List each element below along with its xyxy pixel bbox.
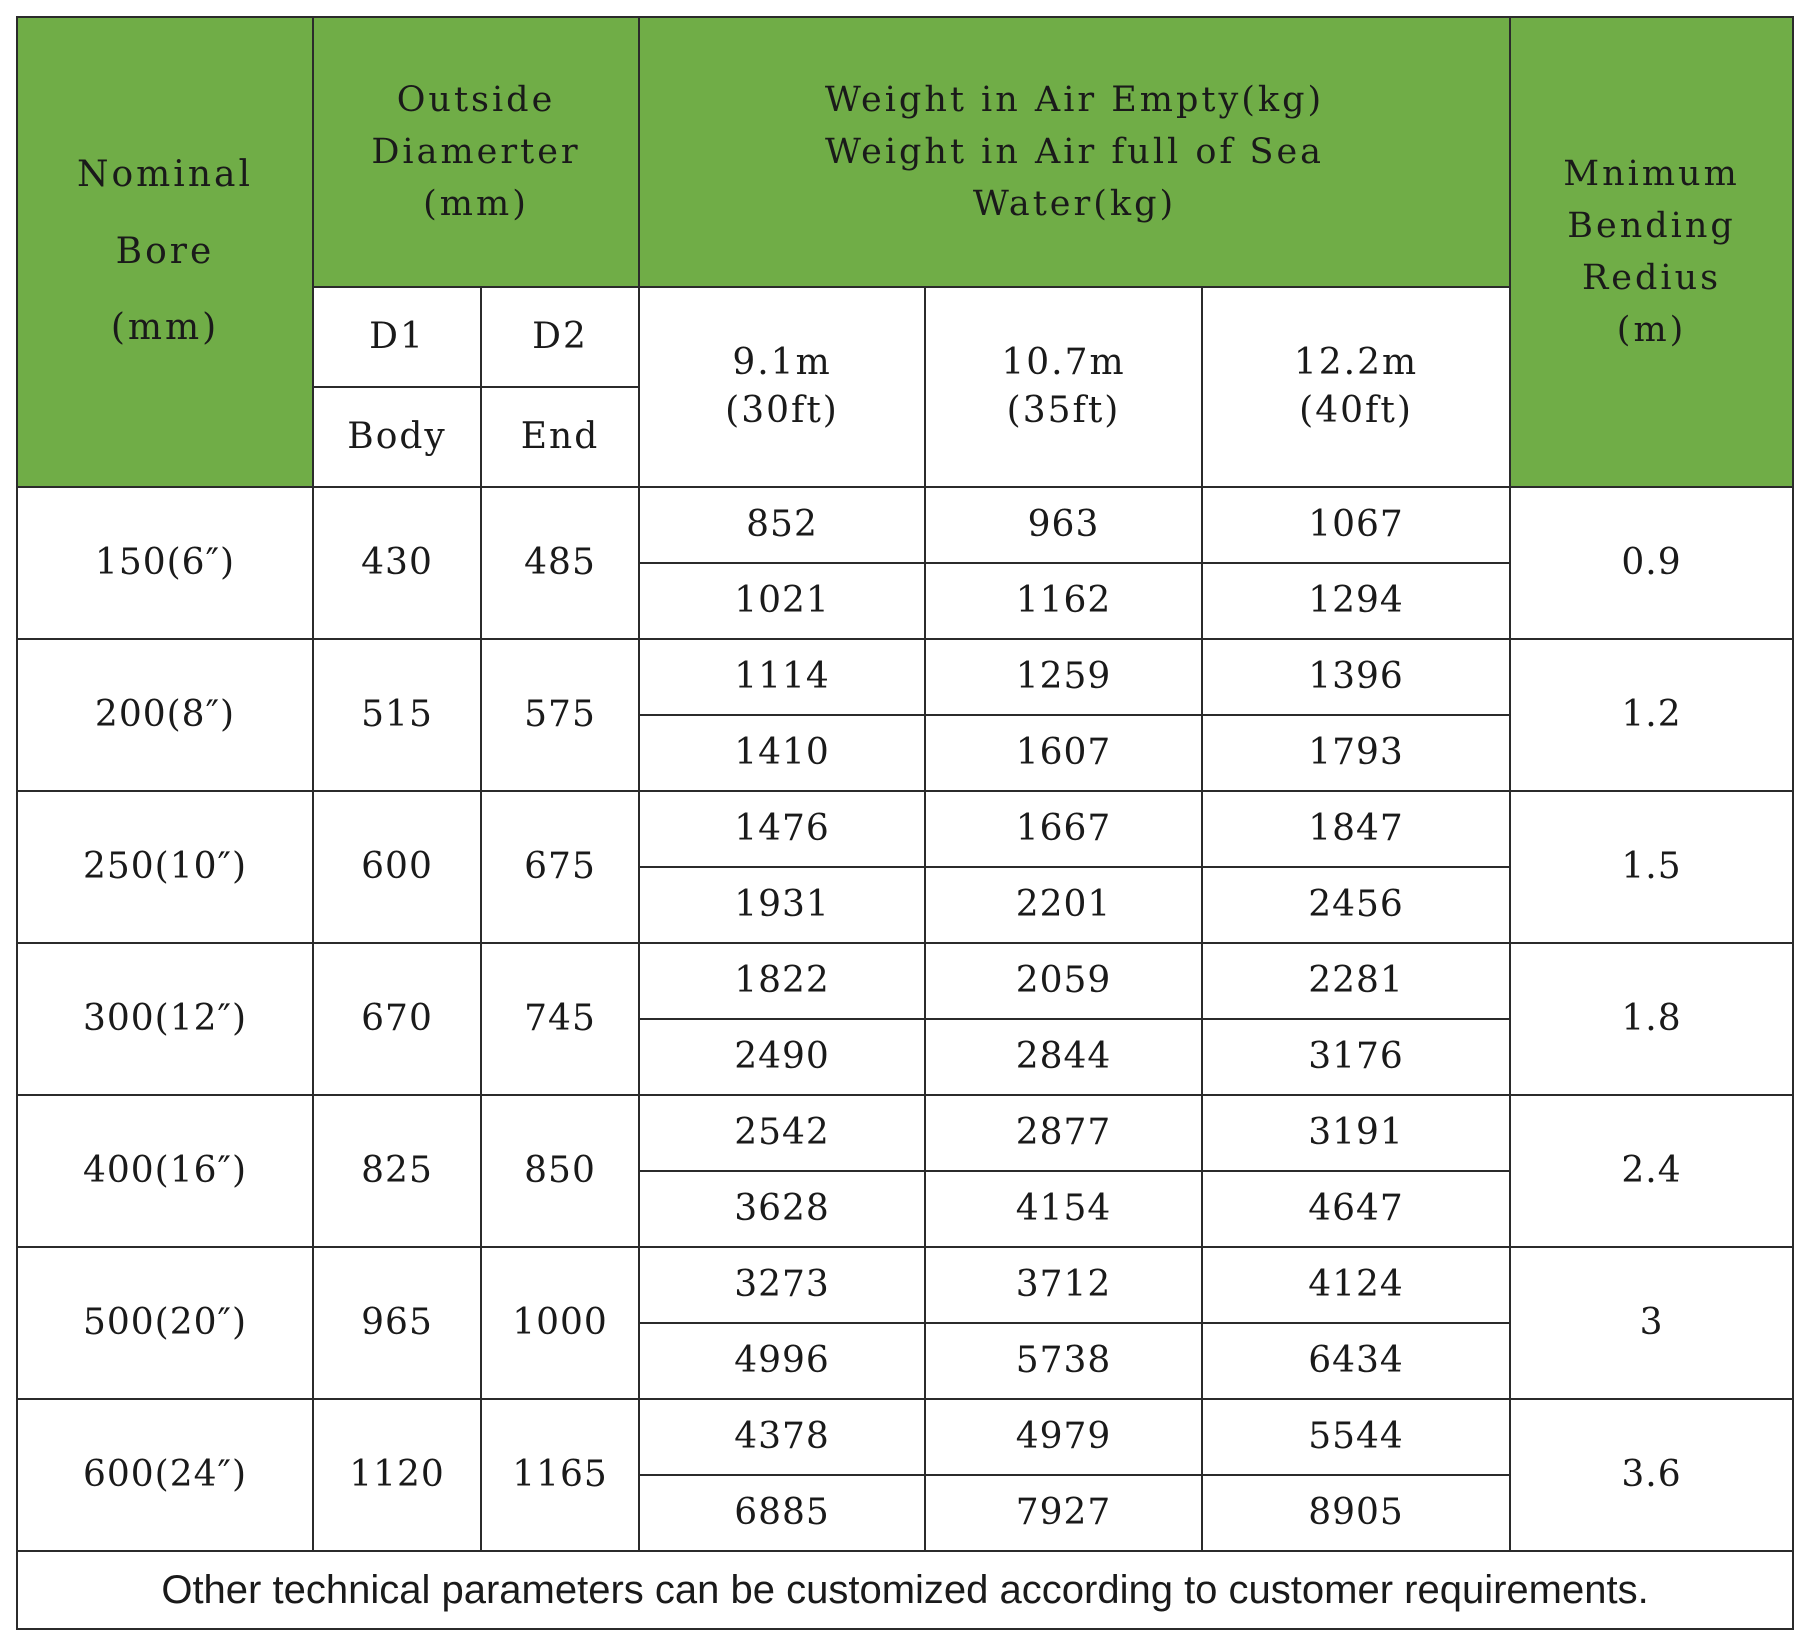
cell-weight-empty: 963	[925, 487, 1202, 563]
header-end	[481, 387, 639, 487]
header-nominal-bore	[17, 17, 313, 487]
cell-nominal-bore: 500(20″)	[17, 1247, 313, 1399]
table-row	[17, 791, 1793, 867]
cell-weight-empty: 4124	[1202, 1247, 1510, 1323]
cell-d2-end: 575	[481, 639, 639, 791]
cell-weight-empty: 1396	[1202, 639, 1510, 715]
header-length-1	[639, 287, 925, 487]
cell-weight-empty: 5544	[1202, 1399, 1510, 1475]
cell-bending-radius: 1.2	[1510, 639, 1793, 791]
cell-weight-empty: 2059	[925, 943, 1202, 1019]
cell-weight-empty: 1476	[639, 791, 925, 867]
cell-nominal-bore: 600(24″)	[17, 1399, 313, 1551]
cell-d1-body: 1120	[313, 1399, 481, 1551]
cell-weight-empty: 2542	[639, 1095, 925, 1171]
header-weight	[639, 17, 1510, 287]
cell-weight-full: 1931	[639, 867, 925, 943]
cell-weight-full: 7927	[925, 1475, 1202, 1551]
header-body	[313, 387, 481, 487]
cell-d1-body: 825	[313, 1095, 481, 1247]
header-length-2-m: 10.7m	[1001, 342, 1126, 383]
cell-bending-radius: 3	[1510, 1247, 1793, 1399]
cell-weight-empty: 4378	[639, 1399, 925, 1475]
header-nominal-bore-line-1: Nominal	[77, 153, 253, 195]
header-end-text: End	[520, 416, 600, 457]
cell-weight-full: 1793	[1202, 715, 1510, 791]
header-length-3-ft: (40ft)	[1299, 390, 1413, 431]
cell-weight-full: 1021	[639, 563, 925, 639]
cell-weight-full: 3176	[1202, 1019, 1510, 1095]
cell-d2-end: 485	[481, 487, 639, 639]
cell-d1-body: 430	[313, 487, 481, 639]
cell-bending-radius: 1.8	[1510, 943, 1793, 1095]
cell-d2-end: 675	[481, 791, 639, 943]
cell-weight-full: 1162	[925, 563, 1202, 639]
cell-weight-full: 2490	[639, 1019, 925, 1095]
header-row-1	[17, 17, 1793, 287]
cell-d2-end: 850	[481, 1095, 639, 1247]
header-length-3	[1202, 287, 1510, 487]
header-d1-text: D1	[369, 316, 425, 357]
header-weight-text: Weight in Air Empty(kg) Weight in Air full of Sea Water(kg)	[824, 80, 1325, 224]
cell-weight-empty: 852	[639, 487, 925, 563]
cell-bending-radius: 0.9	[1510, 487, 1793, 639]
header-bending-radius-text: Mnimum Bending Redius (m)	[1563, 154, 1740, 350]
cell-weight-full: 4647	[1202, 1171, 1510, 1247]
header-body-text: Body	[347, 416, 447, 457]
cell-weight-empty: 1667	[925, 791, 1202, 867]
cell-weight-full: 5738	[925, 1323, 1202, 1399]
cell-d1-body: 965	[313, 1247, 481, 1399]
cell-d1-body: 670	[313, 943, 481, 1095]
header-outside-diameter	[313, 17, 639, 287]
cell-weight-empty: 3191	[1202, 1095, 1510, 1171]
cell-weight-empty: 1847	[1202, 791, 1510, 867]
cell-nominal-bore: 150(6″)	[17, 487, 313, 639]
header-length-1-m: 9.1m	[732, 342, 832, 383]
cell-nominal-bore: 200(8″)	[17, 639, 313, 791]
cell-weight-full: 8905	[1202, 1475, 1510, 1551]
table-row	[17, 1095, 1793, 1171]
cell-weight-empty: 3712	[925, 1247, 1202, 1323]
cell-nominal-bore: 300(12″)	[17, 943, 313, 1095]
table-row	[17, 487, 1793, 563]
cell-d2-end: 1165	[481, 1399, 639, 1551]
table-row	[17, 1399, 1793, 1475]
cell-weight-empty: 1822	[639, 943, 925, 1019]
cell-weight-full: 4996	[639, 1323, 925, 1399]
header-length-2	[925, 287, 1202, 487]
cell-weight-empty: 2877	[925, 1095, 1202, 1171]
cell-bending-radius: 2.4	[1510, 1095, 1793, 1247]
cell-nominal-bore: 250(10″)	[17, 791, 313, 943]
footnote-row	[17, 1551, 1793, 1629]
cell-d1-body: 515	[313, 639, 481, 791]
cell-bending-radius: 3.6	[1510, 1399, 1793, 1551]
cell-weight-full: 2201	[925, 867, 1202, 943]
cell-weight-full: 1294	[1202, 563, 1510, 639]
cell-weight-full: 3628	[639, 1171, 925, 1247]
cell-weight-full: 1607	[925, 715, 1202, 791]
cell-weight-empty: 1067	[1202, 487, 1510, 563]
cell-d2-end: 745	[481, 943, 639, 1095]
cell-weight-empty: 1259	[925, 639, 1202, 715]
footnote: Other technical parameters can be customized according to customer requirements.	[17, 1551, 1793, 1629]
cell-weight-full: 1410	[639, 715, 925, 791]
header-d2-text: D2	[532, 316, 588, 357]
header-bending-radius	[1510, 17, 1793, 487]
cell-weight-full: 2844	[925, 1019, 1202, 1095]
table-row	[17, 1247, 1793, 1323]
cell-weight-full: 4154	[925, 1171, 1202, 1247]
header-d1	[313, 287, 481, 387]
header-d2	[481, 287, 639, 387]
header-nominal-bore-line-2: Bore	[115, 230, 215, 272]
cell-weight-empty: 4979	[925, 1399, 1202, 1475]
cell-d2-end: 1000	[481, 1247, 639, 1399]
cell-weight-empty: 3273	[639, 1247, 925, 1323]
table-row	[17, 943, 1793, 1019]
table-row	[17, 639, 1793, 715]
header-length-3-m: 12.2m	[1293, 342, 1419, 383]
cell-weight-full: 2456	[1202, 867, 1510, 943]
header-length-2-ft: (35ft)	[1006, 390, 1121, 431]
cell-weight-full: 6885	[639, 1475, 925, 1551]
cell-weight-empty: 2281	[1202, 943, 1510, 1019]
header-nominal-bore-line-3: (mm)	[110, 307, 220, 349]
spec-table	[16, 16, 1794, 1630]
header-length-1-ft: (30ft)	[725, 390, 839, 431]
cell-weight-full: 6434	[1202, 1323, 1510, 1399]
cell-weight-empty: 1114	[639, 639, 925, 715]
cell-bending-radius: 1.5	[1510, 791, 1793, 943]
header-outside-diameter-text: Outside Diamerter (mm)	[371, 80, 581, 224]
cell-nominal-bore: 400(16″)	[17, 1095, 313, 1247]
cell-d1-body: 600	[313, 791, 481, 943]
